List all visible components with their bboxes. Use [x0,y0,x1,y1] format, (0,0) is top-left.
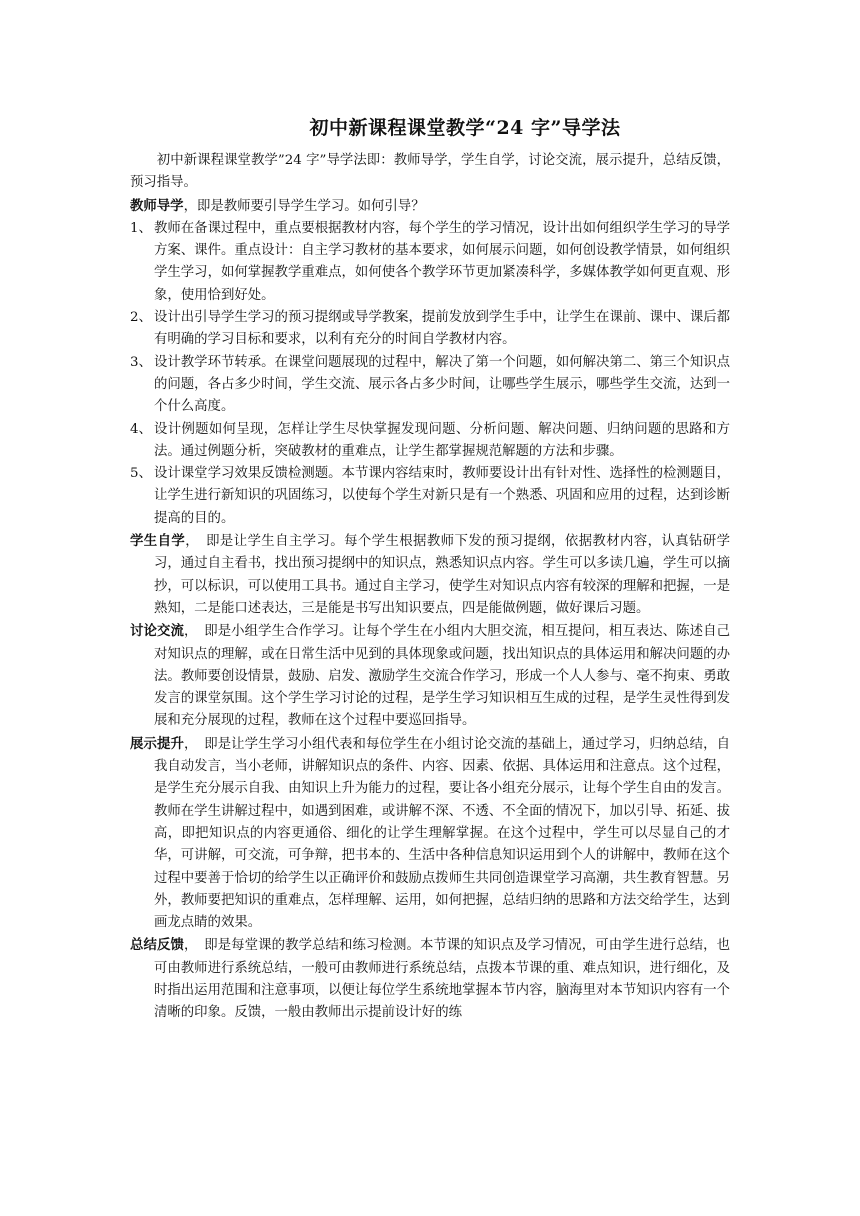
discuss-text: ， 即是小组学生合作学习。让每个学生在小组内大胆交流，相互提问，相互表达、陈述自己对知识点的理解，或在日常生活中见到的具体现象或问题，找出知识点的具体运用和解决问题的办法。教师要创设情景，鼓励、启发、激励学生交流合作学习，形成一个人人参与、毫不拘束、勇敢发言的课堂氛围。这个学生学习讨论的过程，是学生学习知识相互生成的过程，是学生灵性得到发展和充分展现的过程，教师在这个过程中要巡回指导。 [154,624,730,729]
list-text: 设计例题如何呈现，怎样让学生尽快掌握发现问题、分析问题、解决问题、归纳问题的思路和方法。通过例题分析，突破教材的重难点，让学生都掌握规范解题的方法和步骤。 [154,421,730,459]
list-number: 1、 [130,220,152,236]
list-text: 设计教学环节转承。在课堂问题展现的过程中，解决了第一个问题，如何解决第二、第三个知识点的问题，各占多少时间，学生交流、展示各占多少时间，让哪些学生展示，哪些学生交流，达到一个什么高度。 [154,354,730,415]
list-text: 设计课堂学习效果反馈检测题。本节课内容结束时，教师要设计出有针对性、选择性的检测题目，让学生进行新知识的巩固练习，以使每个学生对新只是有一个熟悉、巩固和应用的过程，达到诊断提高的目的。 [154,466,730,526]
list-number: 3、 [130,354,152,370]
student-text: ， 即是让学生自主学习。每个学生根据教师下发的预习提纲，依据教材内容，认真钻研学习，通过自主看书，找出预习提纲中的知识点，熟悉知识点内容。学生可以多读几遍，学生可以摘抄，可以标识，可以使用工具书。通过自主学习，使学生对知识点内容有较深的理解和把握，一是熟知，二是能口述表达，三是能是书写出知识要点，四是能做例题，做好课后习题。 [154,534,730,616]
discuss-label: 讨论交流 [130,623,184,640]
list-item [130,307,730,352]
show-section [130,733,730,935]
summary-section [130,934,730,1024]
list-number: 2、 [130,310,152,326]
teacher-label: 教师导学 [130,197,184,214]
discuss-section [130,620,730,732]
teacher-section-heading [130,195,730,218]
list-number: 5、 [130,466,152,482]
teacher-text: ，即是教师要引导学生学习。如何引导？ [183,198,425,214]
show-text: ， 即是让学生学习小组代表和每位学生在小组讨论交流的基础上，通过学习，归纳总结，自我自动发言，当小老师，讲解知识点的条件、内容、因素、依据、具体运用和注意点。这个过程，是学生充分展示自我、由知识上升为能力的过程，要让各小组充分展示，让每个学生自由的发言。教师在学生讲解过程中，如遇到困难，或讲解不深、不透、不全面的情况下，加以引导、拓延、拔高，即把知识点的内容更通俗、细化的让学生理解掌握。在这个过程中，学生可以尽显自己的才华，可讲解，可交流，可争辩，把书本的、生活中各种信息知识运用到个人的讲解中，教师在这个过程中要善于恰切的给学生以正确评价和鼓励点拨师生共同创造课堂学习高潮，共生教育智慧。另外，教师要把知识的重难点，怎样理解、运用，如何把握，总结归纳的思路和方法交给学生，达到画龙点睛的效果。 [154,736,730,931]
document-body [130,150,730,1025]
list-item [130,463,730,530]
list-text: 教师在备课过程中，重点要根据教材内容，每个学生的学习情况，设计出如何组织学生学习的导学方案、课件。重点设计：自主学习教材的基本要求，如何展示问题，如何创设教学情景，如何组织学生学习，如何掌握教学重难点，如何使各个教学环节更加紧凑科学，多媒体教学如何更直观、形象，使用恰到好处。 [154,220,730,303]
list-number: 4、 [130,421,152,437]
student-label: 学生自学 [130,533,186,550]
list-text: 设计出引导学生学习的预习提纲或导学教案，提前发放到学生手中，让学生在课前、课中、课后都有明确的学习目标和要求，以利有充分的时间自学教材内容。 [154,310,730,348]
summary-text: ， 即是每堂课的教学总结和练习检测。本节课的知识点及学习情况，可由学生进行总结，也可由教师进行系统总结，一般可由教师进行系统总结，点拨本节课的重、难点知识，进行细化，及时指出运用范围和注意事项，以便让每位学生系统地掌握本节内容，脑海里对本节知识内容有一个清晰的印象。反馈，一般由教师出示提前设计好的练 [154,938,730,1021]
summary-label: 总结反馈 [130,937,184,954]
list-item [130,352,730,419]
intro-paragraph: 初中新课程课堂教学”24 字”导学法即：教师导学，学生自学，讨论交流，展示提升，总结反馈，预习指导。 [130,153,730,191]
list-item [130,419,730,464]
list-item [130,218,730,307]
show-label: 展示提升 [130,735,184,752]
document-title: 初中新课程课堂教学“24 字”导学法 [309,117,621,139]
student-section [130,530,730,620]
